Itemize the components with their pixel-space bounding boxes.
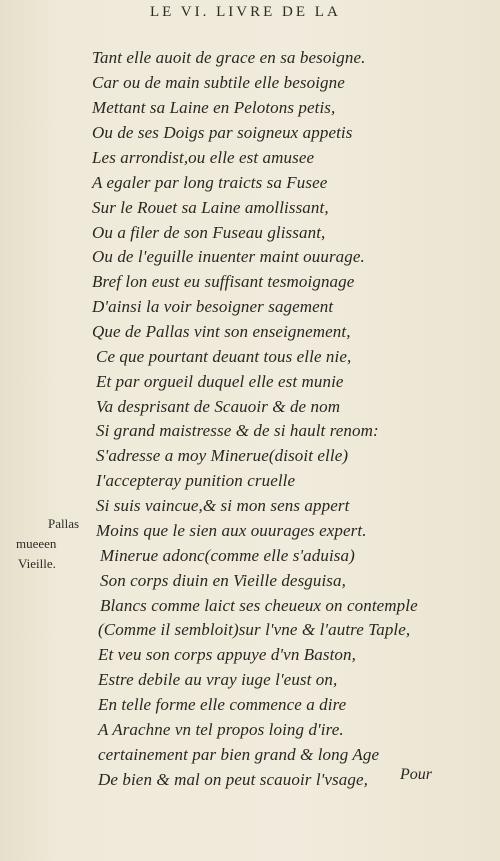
- verse-line: Si grand maistresse & de si hault renom:: [96, 421, 379, 440]
- verse-line: Estre debile au vray iuge l'eust on,: [98, 670, 338, 689]
- verse-line: Ou a filer de son Fuseau glissant,: [92, 223, 326, 242]
- verse-line: Mettant sa Laine en Pelotons petis,: [92, 98, 336, 117]
- verse-line: Ou de ses Doigs par soigneux appetis: [92, 123, 353, 142]
- verse-line: (Comme il sembloit)sur l'vne & l'autre Taple,: [98, 620, 411, 639]
- verse-line: En telle forme elle commence a dire: [98, 695, 347, 714]
- verse-line: certainement par bien grand & long Age: [98, 745, 380, 764]
- verse-line: Son corps diuin en Vieille desguisa,: [100, 571, 346, 590]
- verse-line: Sur le Rouet sa Laine amollissant,: [92, 198, 329, 217]
- verse-line: D'ainsi la voir besoigner sagement: [92, 297, 334, 316]
- verse-line: A egaler par long traicts sa Fusee: [92, 173, 328, 192]
- verse-line: Que de Pallas vint son enseignement,: [92, 322, 351, 341]
- marginal-note-line: Pallas: [48, 516, 80, 531]
- verse-line: Moins que le sien aux ouurages expert.: [96, 521, 367, 540]
- verse-line: Bref lon eust eu suffisant tesmoignage: [92, 272, 355, 291]
- verse-line: Les arrondist,ou elle est amusee: [92, 148, 315, 167]
- marginal-note-line: mueeen: [16, 536, 57, 551]
- verse-line: Et veu son corps appuye d'vn Baston,: [98, 645, 356, 664]
- marginal-note: [14, 514, 94, 574]
- verse-line: Car ou de main subtile elle besoigne: [92, 73, 345, 92]
- verse-line: Va desprisant de Scauoir & de nom: [96, 397, 341, 416]
- running-head: LE VI. LIVRE DE LA: [150, 4, 341, 20]
- marginal-note-line: Vieille.: [18, 556, 56, 571]
- verse-line: Blancs comme laict ses cheueux on contemple: [100, 596, 418, 615]
- verse-line: S'adresse a moy Minerue(disoit elle): [96, 446, 349, 465]
- verse-line: De bien & mal on peut scauoir l'vsage,: [98, 770, 368, 789]
- verse-line: Tant elle auoit de grace en sa besoigne.: [92, 48, 366, 67]
- verse-line: Et par orgueil duquel elle est munie: [96, 372, 344, 391]
- verse-line: Minerue adonc(comme elle s'aduisa): [100, 546, 355, 565]
- verse-line: Si suis vaincue,& si mon sens appert: [96, 496, 350, 515]
- verse-line: A Arachne vn tel propos loing d'ire.: [98, 720, 344, 739]
- catchword: Pour: [400, 766, 432, 783]
- verse-line: Ou de l'eguille inuenter maint ouurage.: [92, 247, 365, 266]
- verse-line: Ce que pourtant deuant tous elle nie,: [96, 347, 352, 366]
- verse-line: I'accepteray punition cruelle: [96, 471, 296, 490]
